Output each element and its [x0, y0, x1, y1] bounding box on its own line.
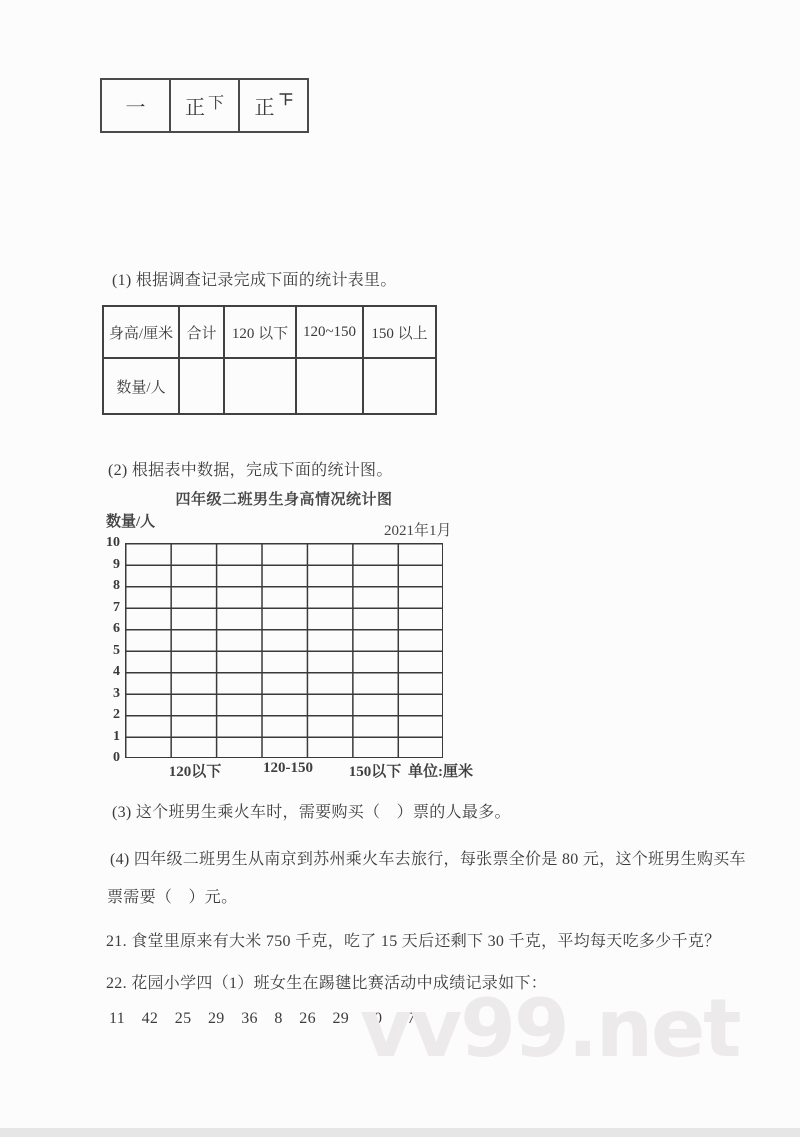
ytick-7: 7	[113, 600, 120, 615]
question-2-label: (2) 根据表中数据，完成下面的统计图。	[108, 462, 393, 479]
stats-data-row	[103, 358, 436, 414]
question-4-line2: 票需要（ ）元。	[107, 889, 238, 906]
watermark-text: vv99.net	[360, 982, 740, 1075]
tally-cell-3-base: 正	[254, 97, 275, 119]
xtick-120to150: 120-150	[263, 760, 313, 776]
stats-cell-total	[179, 358, 224, 414]
stats-cell-120to150	[296, 358, 363, 414]
question-21-text: 21. 食堂里原来有大米 750 千克，吃了 15 天后还剩下 30 千克，平均每天吃多少千克？	[106, 933, 721, 950]
ytick-5: 5	[113, 643, 120, 658]
tally-record-table	[100, 78, 309, 133]
page-bottom-edge	[0, 1128, 800, 1137]
ytick-3: 3	[113, 686, 120, 701]
tally-cell-2-base: 正	[184, 97, 205, 119]
tally-cell-1-text: 一	[125, 97, 146, 119]
stats-header-row	[103, 306, 436, 358]
ytick-2: 2	[113, 707, 120, 722]
tally-cell-1	[101, 79, 170, 132]
chart-date-label: 2021年1月	[384, 523, 452, 539]
stats-header-over150: 150 以上	[363, 306, 436, 358]
chart-title: 四年级二班男生身高情况统计图	[175, 492, 393, 508]
stats-header-height: 身高/厘米	[103, 306, 179, 358]
question-4-line1: (4) 四年级二班男生从南京到苏州乘火车去旅行，每张票全价是 80 元，这个班男生购买车	[110, 851, 746, 868]
chart-y-axis-label: 数量/人	[106, 514, 156, 530]
ytick-0: 0	[113, 750, 120, 765]
chart-unit-label: 单位:厘米	[408, 764, 473, 780]
stats-row-label: 数量/人	[103, 358, 179, 414]
ytick-1: 1	[113, 729, 120, 744]
question-22-scores: 11 42 25 29 36 8 26 29 40 17	[109, 1010, 416, 1027]
question-3-label: (3) 这个班男生乘火车时，需要购买（ ）票的人最多。	[112, 804, 511, 821]
ytick-4: 4	[113, 664, 120, 679]
height-stats-table	[102, 305, 437, 415]
stats-header-total: 合计	[179, 306, 224, 358]
ytick-6: 6	[113, 621, 120, 636]
stats-cell-over150	[363, 358, 436, 414]
tally-4-stroke-icon	[278, 91, 293, 106]
stats-header-120to150: 120~150	[296, 306, 363, 358]
stats-header-under120: 120 以下	[224, 306, 296, 358]
stats-cell-under120	[224, 358, 296, 414]
ytick-10: 10	[106, 535, 120, 550]
chart-grid	[125, 543, 443, 758]
question-1-label: (1) 根据调查记录完成下面的统计表里。	[112, 272, 397, 289]
ytick-9: 9	[113, 557, 120, 572]
tally-cell-2	[170, 79, 239, 132]
question-22-text: 22. 花园小学四（1）班女生在踢毽比赛活动中成绩记录如下：	[106, 975, 548, 992]
ytick-8: 8	[113, 578, 120, 593]
tally-cell-3	[239, 79, 308, 132]
xtick-over150: 150以下	[348, 764, 402, 780]
tally-cell-2-partial: 下	[207, 95, 224, 112]
xtick-under120: 120以下	[168, 764, 222, 780]
